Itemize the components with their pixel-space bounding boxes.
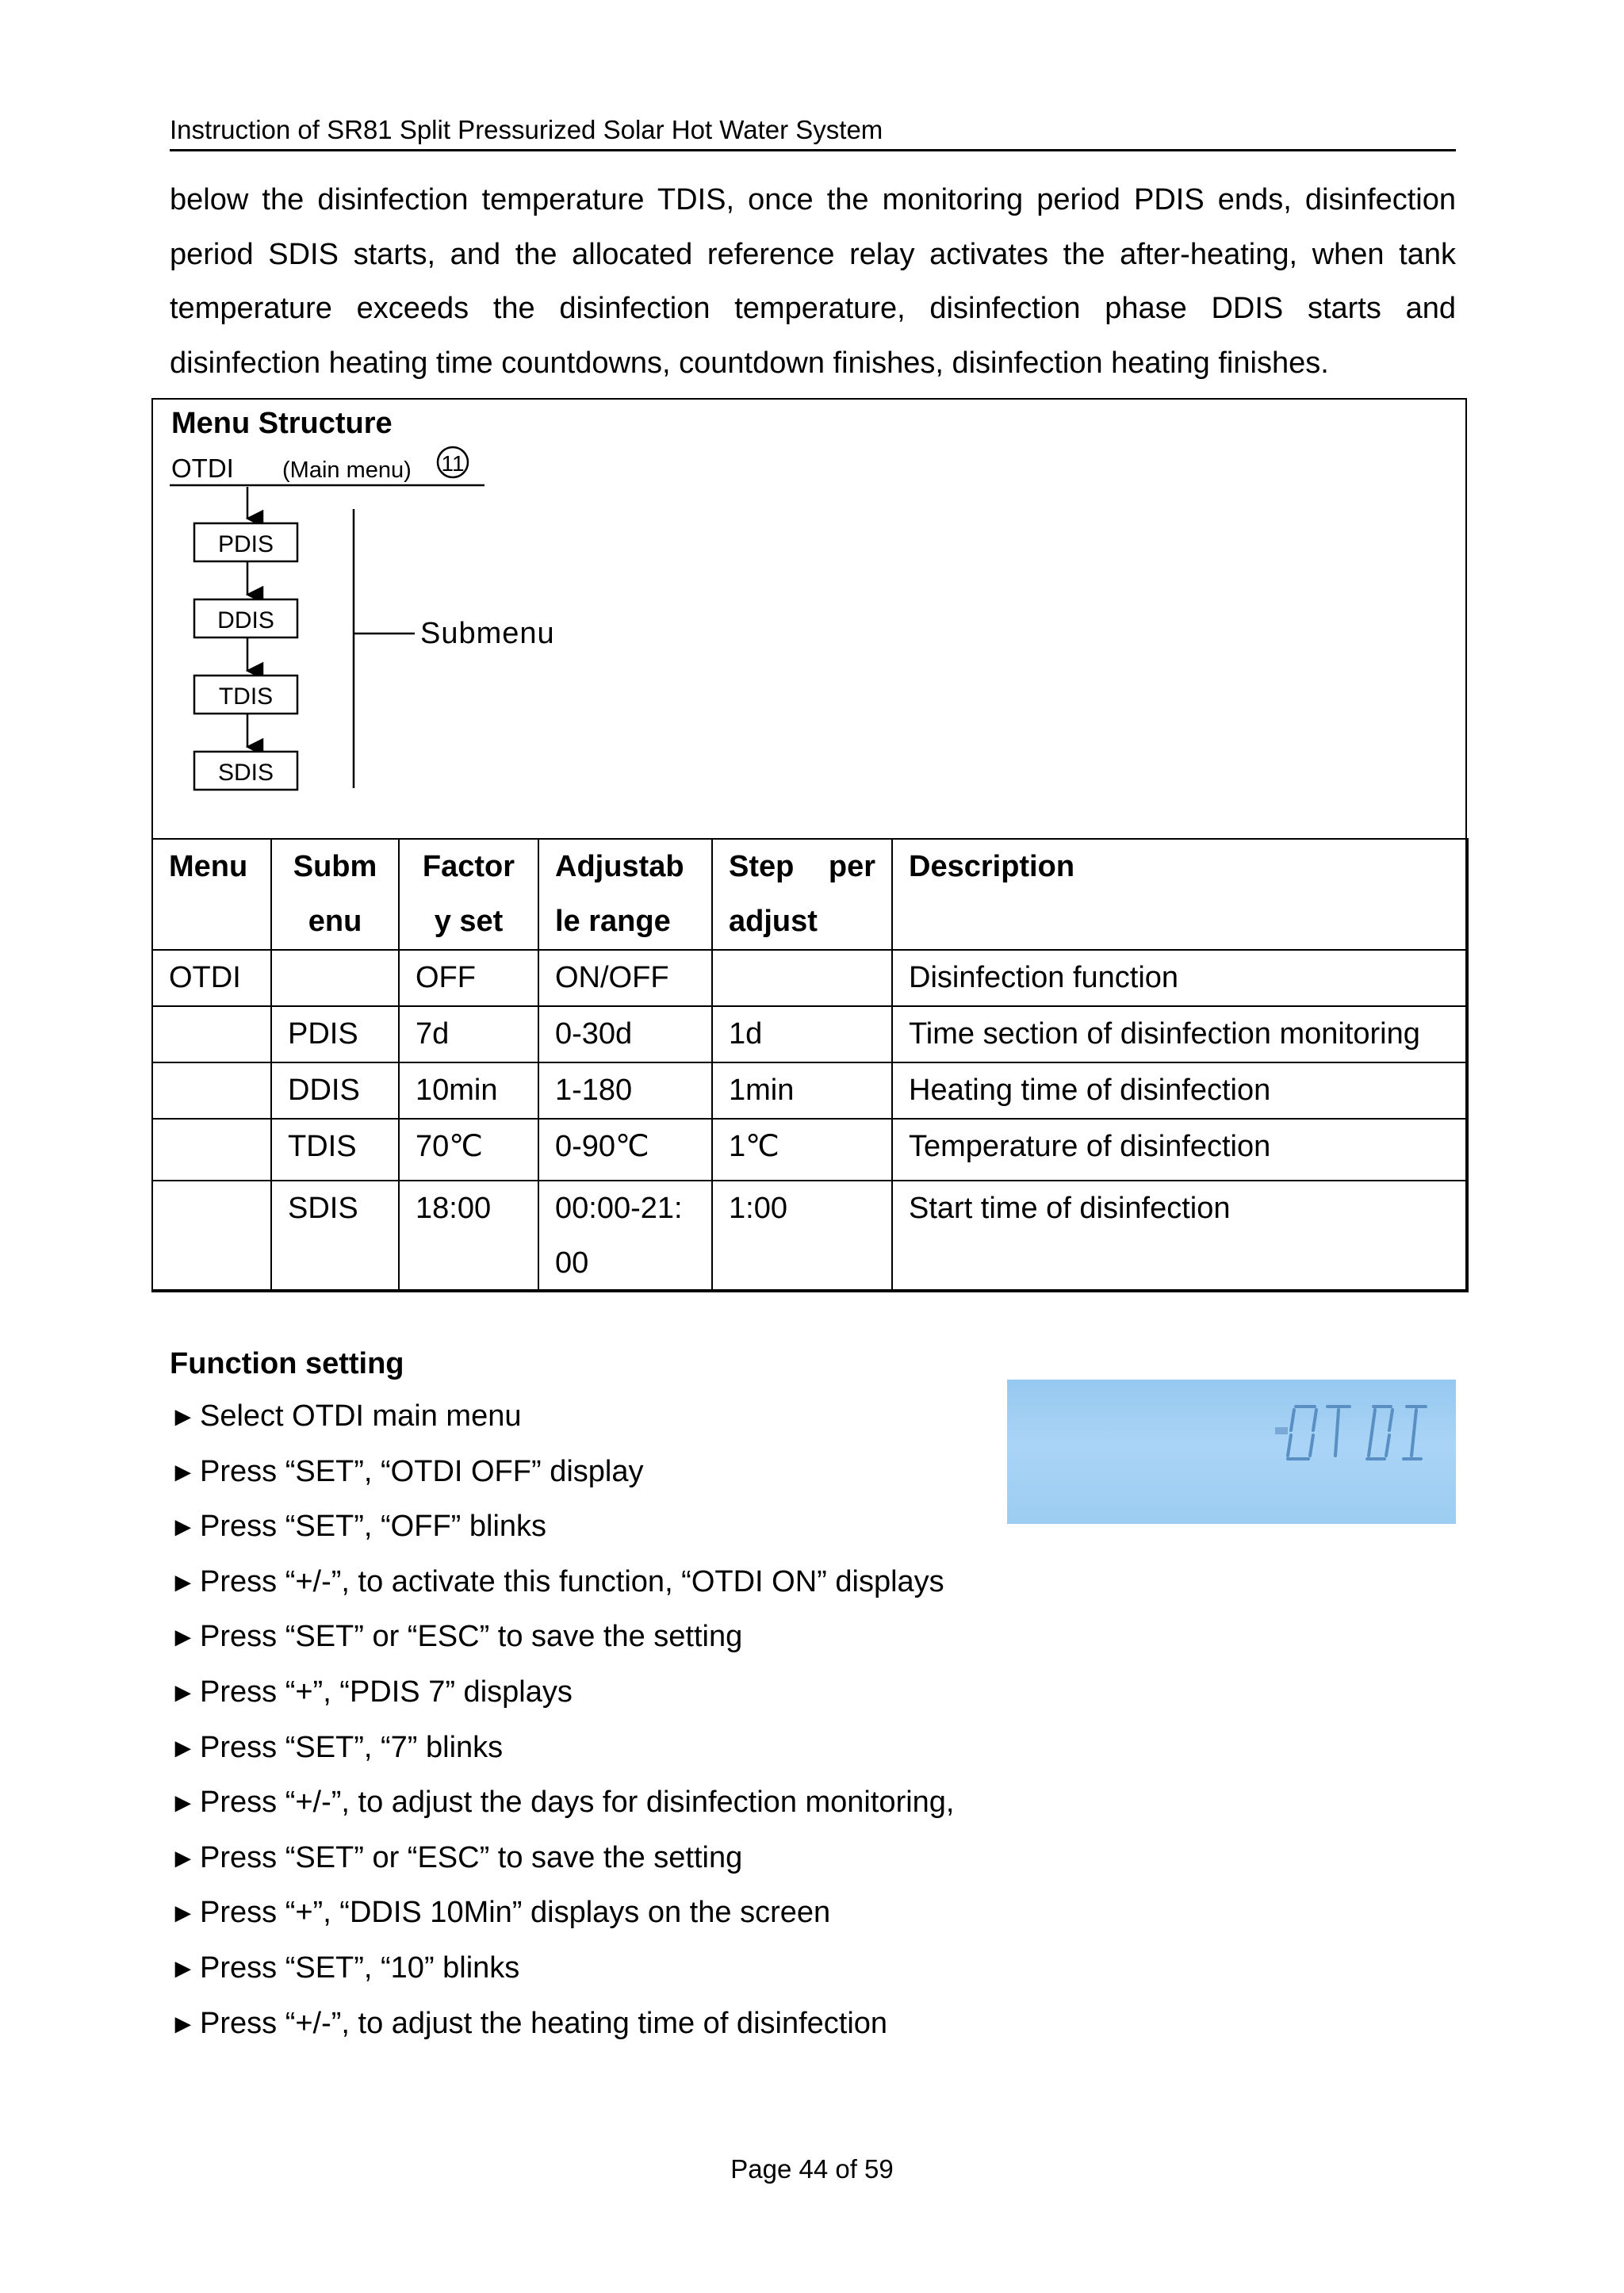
lcd-text bbox=[1288, 1407, 1426, 1459]
cell-description: Disinfection function bbox=[892, 950, 1468, 1006]
lcd-segment-display bbox=[1007, 1380, 1456, 1524]
col-header-adjustable-range: Adjustab le range bbox=[538, 839, 712, 950]
table-header-row bbox=[152, 839, 1468, 950]
pointer-arrow-icon: ► bbox=[170, 1788, 197, 1819]
pointer-arrow-icon: ► bbox=[170, 1457, 197, 1487]
table-row bbox=[152, 1181, 1468, 1292]
col-header-factory-set: Factor y set bbox=[399, 839, 538, 950]
submenu-label: Submenu bbox=[420, 617, 555, 650]
cell-range: ON/OFF bbox=[538, 950, 712, 1006]
parameter-table bbox=[151, 838, 1469, 1292]
pointer-arrow-icon: ► bbox=[170, 1622, 197, 1653]
pointer-arrow-icon: ► bbox=[170, 1567, 197, 1598]
lcd-indicator bbox=[1275, 1427, 1288, 1434]
col-header-submenu: Subm enu bbox=[271, 839, 399, 950]
pointer-arrow-icon: ► bbox=[170, 1953, 197, 1984]
list-item: ► Press “+”, “PDIS 7” displays bbox=[170, 1665, 954, 1721]
cell-menu bbox=[152, 1119, 271, 1181]
cell-step bbox=[712, 950, 892, 1006]
table-row bbox=[152, 950, 1468, 1006]
cell-factory-set: 10min bbox=[399, 1062, 538, 1119]
cell-factory-set: 7d bbox=[399, 1006, 538, 1062]
submenu-tdis-label: TDIS bbox=[218, 683, 274, 710]
cell-factory-set: 70℃ bbox=[399, 1119, 538, 1181]
pointer-arrow-icon: ► bbox=[170, 1898, 197, 1929]
cell-step: 1d bbox=[712, 1006, 892, 1062]
list-item: ► Press “SET”, “OTDI OFF” display bbox=[170, 1445, 954, 1500]
pointer-arrow-icon: ► bbox=[170, 1732, 197, 1763]
page-number: Page 44 of 59 bbox=[730, 2154, 894, 2184]
cell-description: Temperature of disinfection bbox=[892, 1119, 1468, 1181]
pointer-arrow-icon: ► bbox=[170, 1843, 197, 1874]
table-row bbox=[152, 1062, 1468, 1119]
menu-structure-title: Menu Structure bbox=[171, 407, 393, 440]
cell-menu bbox=[152, 1062, 271, 1119]
menu-diagram bbox=[153, 400, 756, 837]
list-item: ► Press “+/-”, to adjust the days for disinfection monitoring, bbox=[170, 1775, 954, 1831]
list-item: ► Press “SET” or “ESC” to save the setting bbox=[170, 1831, 954, 1886]
col-header-description: Description bbox=[892, 839, 1468, 950]
intro-paragraph: below the disinfection temperature TDIS, once the monitoring period PDIS ends, disinfection period SDIS starts, and the allocated reference relay activates the after-heating, when tank temperature exceeds the disinfection temperature, disinfection phase DDIS starts and disinfection heating time countdowns, countdown finishes, disinfection heating finishes. bbox=[170, 183, 1456, 380]
main-menu-note: (Main menu) bbox=[282, 457, 412, 483]
function-setting-title: Function setting bbox=[170, 1347, 404, 1380]
circle-number: 11 bbox=[441, 451, 465, 476]
cell-menu bbox=[152, 1006, 271, 1062]
cell-step: 1min bbox=[712, 1062, 892, 1119]
col-header-step: Step per adjust bbox=[712, 839, 892, 950]
cell-submenu: DDIS bbox=[271, 1062, 399, 1119]
cell-factory-set: 18:00 bbox=[399, 1181, 538, 1292]
list-item: ► Select OTDI main menu bbox=[170, 1389, 954, 1445]
list-item: ► Press “+/-”, to adjust the heating time of disinfection bbox=[170, 1996, 954, 2052]
cell-submenu: PDIS bbox=[271, 1006, 399, 1062]
list-item: ► Press “SET”, “10” blinks bbox=[170, 1941, 954, 1996]
main-menu-label: OTDI bbox=[171, 454, 234, 483]
cell-submenu: TDIS bbox=[271, 1119, 399, 1181]
list-item: ► Press “SET”, “OFF” blinks bbox=[170, 1499, 954, 1555]
list-item: ► Press “+”, “DDIS 10Min” displays on the screen bbox=[170, 1885, 954, 1941]
cell-factory-set: OFF bbox=[399, 950, 538, 1006]
cell-description: Heating time of disinfection bbox=[892, 1062, 1468, 1119]
cell-range: 0-90℃ bbox=[538, 1119, 712, 1181]
cell-step: 1℃ bbox=[712, 1119, 892, 1181]
cell-submenu bbox=[271, 950, 399, 1006]
list-item: ► Press “SET”, “7” blinks bbox=[170, 1721, 954, 1776]
function-steps-list bbox=[170, 1389, 954, 2051]
table-row bbox=[152, 1006, 1468, 1062]
cell-range: 00:00-21: 00 bbox=[538, 1181, 712, 1292]
table-row bbox=[152, 1119, 1468, 1181]
cell-menu bbox=[152, 1181, 271, 1292]
cell-range: 0-30d bbox=[538, 1006, 712, 1062]
pointer-arrow-icon: ► bbox=[170, 1402, 197, 1432]
cell-description: Start time of disinfection bbox=[892, 1181, 1468, 1292]
document-header: Instruction of SR81 Split Pressurized Solar Hot Water System bbox=[170, 111, 1456, 151]
list-item: ► Press “+/-”, to activate this function, “OTDI ON” displays bbox=[170, 1555, 954, 1610]
cell-range: 1-180 bbox=[538, 1062, 712, 1119]
menu-structure-box bbox=[151, 398, 1467, 1291]
col-header-menu: Menu bbox=[152, 839, 271, 950]
lcd-display-image bbox=[1007, 1380, 1456, 1524]
pointer-arrow-icon: ► bbox=[170, 1677, 197, 1708]
pointer-arrow-icon: ► bbox=[170, 1512, 197, 1543]
submenu-ddis-label: DDIS bbox=[217, 607, 274, 634]
pointer-arrow-icon: ► bbox=[170, 2008, 197, 2039]
cell-step: 1:00 bbox=[712, 1181, 892, 1292]
cell-menu: OTDI bbox=[152, 950, 271, 1006]
cell-description: Time section of disinfection monitoring bbox=[892, 1006, 1468, 1062]
submenu-sdis-label: SDIS bbox=[217, 760, 274, 786]
submenu-pdis-label: PDIS bbox=[217, 531, 274, 557]
cell-submenu: SDIS bbox=[271, 1181, 399, 1292]
list-item: ► Press “SET” or “ESC” to save the setting bbox=[170, 1610, 954, 1665]
